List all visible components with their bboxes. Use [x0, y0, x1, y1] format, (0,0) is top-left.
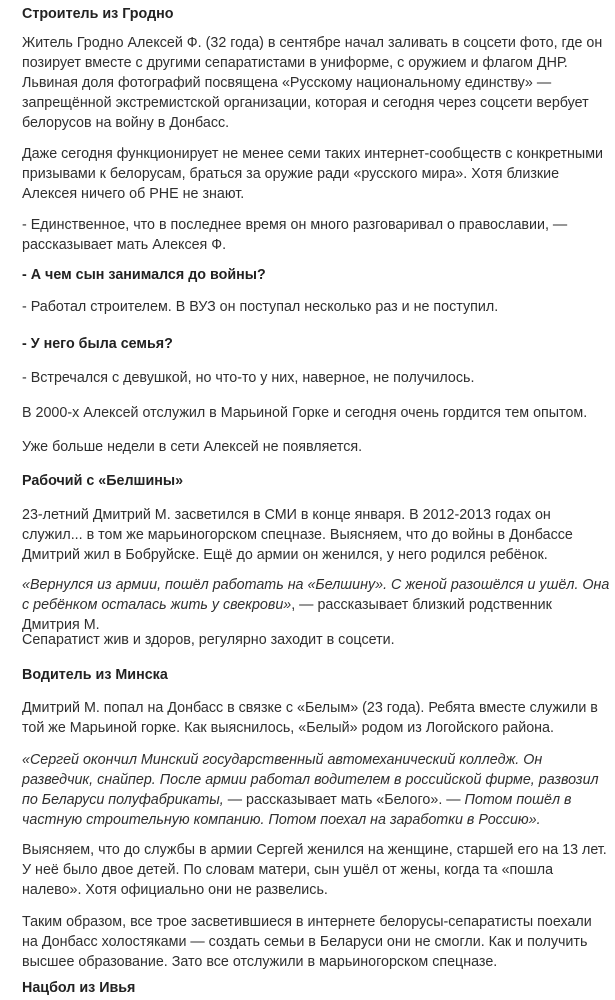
paragraph-text: Дмитрий М. попал на Донбасс в связке с «Белым» (23 года). Ребята вместе служили в той же Марьиной горке. Как выяснилось, «Белый» родом из Логойского района.	[22, 700, 598, 736]
quote-italic-continued: Потом пошёл в частную строительную компанию. Потом поехал на заработки в Россию».	[22, 792, 572, 828]
qa-answer	[22, 297, 610, 317]
paragraph	[22, 144, 610, 204]
qa-question	[22, 334, 610, 354]
paragraph	[22, 403, 610, 423]
quote-paragraph	[22, 750, 610, 830]
answer-text: - Встречался с девушкой, но что-то у них, наверное, не получилось.	[22, 370, 475, 386]
quote-italic: «Вернулся из армии, пошёл работать на «Белшину». С женой разошёлся и ушёл. Она с ребёнком осталась жить у свекрови»	[22, 577, 610, 613]
paragraph	[22, 698, 610, 738]
paragraph	[22, 437, 610, 457]
question-text: - У него была семья?	[22, 336, 173, 352]
section-heading: Строитель из Гродно	[22, 6, 174, 22]
paragraph	[22, 912, 610, 972]
paragraph-text: Таким образом, все трое засветившиеся в интернете белорусы-сепаратисты поехали на Донбасс холостяками — создать семьи в Беларуси они не смогли. Как и получить высшее образование. Зато все отслужили в марьиногорском спецназе.	[22, 914, 592, 970]
paragraph-text: Выясняем, что до службы в армии Сергей женился на женщине, старшей его на 13 лет. У неё было двое детей. По словам матери, сын ушёл от жены, когда та «пошла налево». Хотя официально они не развелись.	[22, 842, 607, 898]
paragraph-text: Житель Гродно Алексей Ф. (32 года) в сентябре начал заливать в соцсети фото, где он позирует вместе с другими сепаратистами в униформе, с оружием и флагом ДНР. Львиная доля фотографий посвящена «Русскому национальному единству» — запрещённой экстремистской организации, которая и сегодня через соцсети вербует белорусов на войну в Донбасс.	[22, 35, 603, 131]
paragraph-text: - Единственное, что в последнее время он много разговаривал о православии, — рассказывает мать Алексея Ф.	[22, 217, 568, 253]
section-heading-driver	[22, 665, 610, 685]
answer-text: - Работал строителем. В ВУЗ он поступал несколько раз и не поступил.	[22, 299, 499, 315]
quote-paragraph	[22, 575, 610, 635]
paragraph-text: В 2000-х Алексей отслужил в Марьиной Горке и сегодня очень гордится тем опытом.	[22, 405, 588, 421]
paragraph	[22, 630, 610, 650]
paragraph-text: Даже сегодня функционирует не менее семи таких интернет-сообществ с конкретными призывами к белорусам, браться за оружие ради «русского мира». Хотя близкие Алексея ничего об РНЕ не знают.	[22, 146, 604, 202]
section-heading-worker	[22, 471, 610, 491]
paragraph-text: Уже больше недели в сети Алексей не появляется.	[22, 439, 363, 455]
quote-attribution: — рассказывает мать «Белого». —	[223, 792, 461, 808]
paragraph	[22, 505, 610, 565]
question-text: - А чем сын занимался до войны?	[22, 267, 266, 283]
section-heading-builder	[22, 4, 610, 24]
section-heading-natsbol	[22, 978, 610, 998]
quote-text	[22, 575, 610, 635]
qa-question	[22, 265, 610, 285]
quote-attribution: , — рассказывает близкий родственник Дмитрия М.	[22, 597, 552, 633]
paragraph	[22, 33, 610, 133]
paragraph-text: 23-летний Дмитрий М. засветился в СМИ в конце января. В 2012-2013 годах он служил... в том же марьиногорском спецназе. Выясняем, что до войны в Донбассе Дмитрий жил в Бобруйске. Ещё до армии он женился, у него родился ребёнок.	[22, 507, 573, 563]
section-heading: Водитель из Минска	[22, 667, 168, 683]
paragraph-text: Сепаратист жив и здоров, регулярно заходит в соцсети.	[22, 632, 395, 648]
quote-text	[22, 750, 610, 830]
paragraph	[22, 840, 610, 900]
qa-answer	[22, 368, 610, 388]
quote-italic: «Сергей окончил Минский государственный автомеханический колледж. Он разведчик, снайпер. После армии работал водителем в российской фирме, развозил по Беларуси полуфабрикаты,	[22, 752, 599, 808]
section-heading: Рабочий с «Белшины»	[22, 473, 184, 489]
section-heading: Нацбол из Ивья	[22, 980, 136, 996]
paragraph	[22, 215, 610, 255]
